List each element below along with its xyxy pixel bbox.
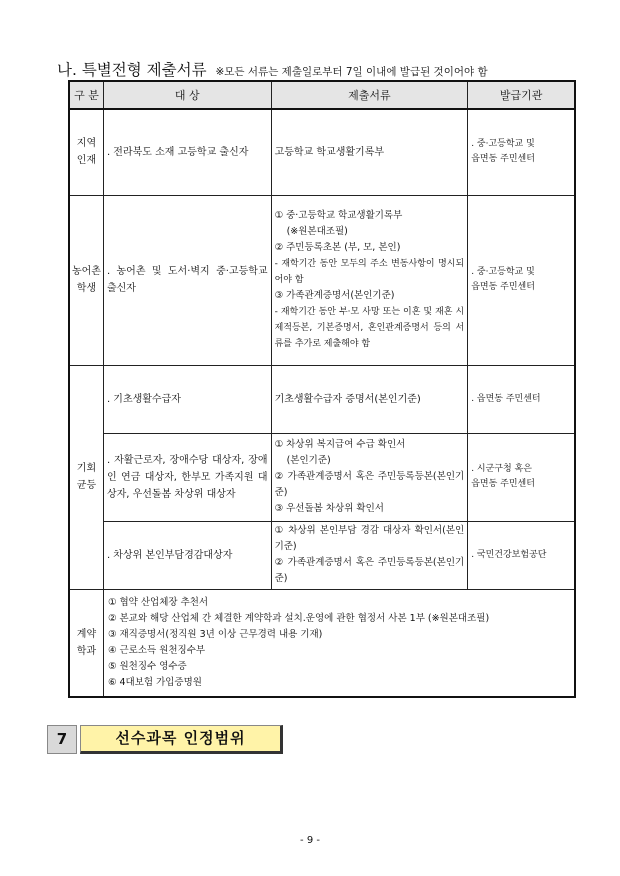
table-row bbox=[69, 365, 575, 433]
table-row bbox=[69, 433, 575, 521]
farm-doc-3: ③ 가족관계증명서(본인기준) bbox=[274, 290, 395, 301]
table-row bbox=[69, 195, 575, 365]
header-target: 대 상 bbox=[103, 81, 271, 109]
contract-item: ④ 근로소득 원천징수부 bbox=[107, 644, 206, 656]
section-7-number: 7 bbox=[47, 725, 77, 754]
contract-item: ① 협약 산업체장 추천서 bbox=[107, 596, 209, 608]
section-heading-title: 나. 특별전형 제출서류 bbox=[57, 61, 207, 79]
opportunity-doc-2d: ③ 우선돌봄 차상위 확인서 bbox=[274, 503, 384, 514]
opportunity-doc-3a: ① 차상위 본인부담 경감 대상자 확인서(본인기준) bbox=[274, 525, 465, 552]
farm-doc-1b: (※원본대조필) bbox=[286, 226, 348, 237]
farm-doc-2-note: - 재학기간 동안 모두의 주소 변동사항이 명시되어야 함 bbox=[274, 259, 465, 285]
table-header-row bbox=[69, 81, 575, 109]
opportunity-docs-2 bbox=[271, 433, 468, 521]
opportunity-category: 기회 균등 bbox=[69, 365, 103, 589]
contract-documents bbox=[103, 589, 575, 697]
header-documents: 제출서류 bbox=[271, 81, 468, 109]
region-target: . 전라북도 소재 고등학교 출신자 bbox=[103, 109, 271, 195]
table-row bbox=[69, 109, 575, 195]
documents-table bbox=[68, 80, 576, 698]
farm-issuer: . 중·고등학교 및 읍면동 주민센터 bbox=[468, 195, 575, 365]
opportunity-target-3: . 차상위 본인부담경감대상자 bbox=[103, 521, 271, 589]
table-row bbox=[69, 589, 575, 697]
farm-target: . 농어촌 및 도서·벽지 중·고등학교 출신자 bbox=[103, 195, 271, 365]
table-row bbox=[69, 521, 575, 589]
section-heading-note: ※모든 서류는 제출일로부터 7일 이내에 발급된 것이어야 함 bbox=[215, 66, 488, 78]
farm-doc-2: ② 주민등록초본 (부, 모, 본인) bbox=[274, 242, 401, 253]
opportunity-issuer-2: . 시군구청 혹은 읍면동 주민센터 bbox=[468, 433, 575, 521]
region-category: 지역 인재 bbox=[69, 109, 103, 195]
opportunity-doc-2b: (본인기준) bbox=[286, 455, 331, 466]
contract-item: ③ 재직증명서(정직원 3년 이상 근무경력 내용 기재) bbox=[107, 628, 323, 640]
farm-documents bbox=[271, 195, 468, 365]
contract-item: ⑤ 원천징수 영수증 bbox=[107, 660, 187, 672]
page-number: - 9 - bbox=[300, 835, 320, 846]
opportunity-docs-3 bbox=[271, 521, 468, 589]
opportunity-doc-3b: ② 가족관계증명서 혹은 주민등록등본(본인기준) bbox=[274, 557, 465, 584]
opportunity-issuer-1: . 읍면동 주민센터 bbox=[468, 365, 575, 433]
contract-item: ⑥ 4대보험 가입증명원 bbox=[107, 676, 202, 688]
region-documents: 고등학교 학교생활기록부 bbox=[271, 109, 468, 195]
header-category: 구 분 bbox=[69, 81, 103, 109]
header-issuer: 발급기관 bbox=[468, 81, 575, 109]
opportunity-doc-2c: ② 가족관계증명서 혹은 주민등록등본(본인기준) bbox=[274, 471, 465, 498]
opportunity-target-1: . 기초생활수급자 bbox=[103, 365, 271, 433]
region-issuer: . 중·고등학교 및 읍면동 주민센터 bbox=[468, 109, 575, 195]
opportunity-issuer-3: . 국민건강보험공단 bbox=[468, 521, 575, 589]
section-heading bbox=[57, 58, 488, 80]
opportunity-doc-2a: ① 차상위 복지급여 수급 확인서 bbox=[274, 439, 406, 450]
contract-category: 계약 학과 bbox=[69, 589, 103, 697]
section-7-title: 선수과목 인정범위 bbox=[80, 725, 283, 754]
farm-doc-1: ① 중·고등학교 학교생활기록부 bbox=[274, 210, 403, 221]
contract-item: ② 본교와 해당 산업체 간 체결한 계약학과 설치.운영에 관한 협정서 사본 1부 (※원본대조필) bbox=[107, 612, 490, 624]
opportunity-doc-1: 기초생활수급자 증명서(본인기준) bbox=[271, 365, 468, 433]
farm-doc-3-note: - 재학기간 동안 부·모 사망 또는 이혼 및 재혼 시 제적등본, 기본증명서, 혼인관계증명서 등의 서류를 추가로 제출해야 함 bbox=[274, 307, 465, 349]
farm-category: 농어촌 학생 bbox=[69, 195, 103, 365]
opportunity-target-2: . 자활근로자, 장애수당 대상자, 장애인 연금 대상자, 한부모 가족지원 대상자, 우선돌봄 차상위 대상자 bbox=[103, 433, 271, 521]
